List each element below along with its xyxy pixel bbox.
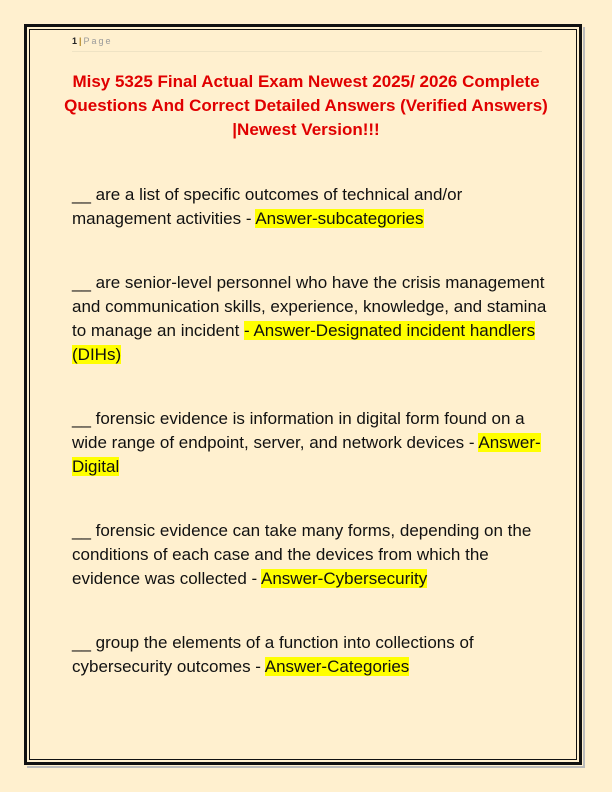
answer-text: - Answer-Designated incident handlers (DIHs): [72, 321, 536, 364]
answer-text: Answer-Cybersecurity: [261, 569, 428, 588]
question-text: __ are senior-level personnel who have the crisis management and communication skills, experience, knowledge, and stamina to manage an incident: [72, 273, 547, 340]
qa-item: [72, 271, 552, 367]
answer-text: Answer-Digital: [72, 433, 541, 476]
page-number: 1: [72, 36, 78, 46]
qa-item: [72, 519, 552, 591]
page-header: [72, 36, 542, 52]
qa-item: [72, 631, 552, 679]
question-text: __ group the elements of a function into collections of cybersecurity outcomes -: [72, 633, 474, 676]
document-title: Misy 5325 Final Actual Exam Newest 2025/ 2026 Complete Questions And Correct Detailed Answers (Verified Answers) |Newest Version!!!: [64, 72, 548, 139]
qa-item: [72, 407, 552, 479]
page-label: Page: [83, 36, 113, 46]
question-text: __ forensic evidence can take many forms, depending on the conditions of each case and the devices from which the evidence was collected -: [72, 521, 532, 588]
qa-item: [72, 183, 552, 231]
page-separator: |: [79, 36, 82, 46]
question-text: __ forensic evidence is information in digital form found on a wide range of endpoint, server, and network devices -: [72, 409, 525, 452]
answer-text: Answer-subcategories: [255, 209, 424, 228]
question-text: __ are a list of specific outcomes of technical and/or management activities -: [72, 185, 463, 228]
answer-text: Answer-Categories: [264, 657, 410, 676]
